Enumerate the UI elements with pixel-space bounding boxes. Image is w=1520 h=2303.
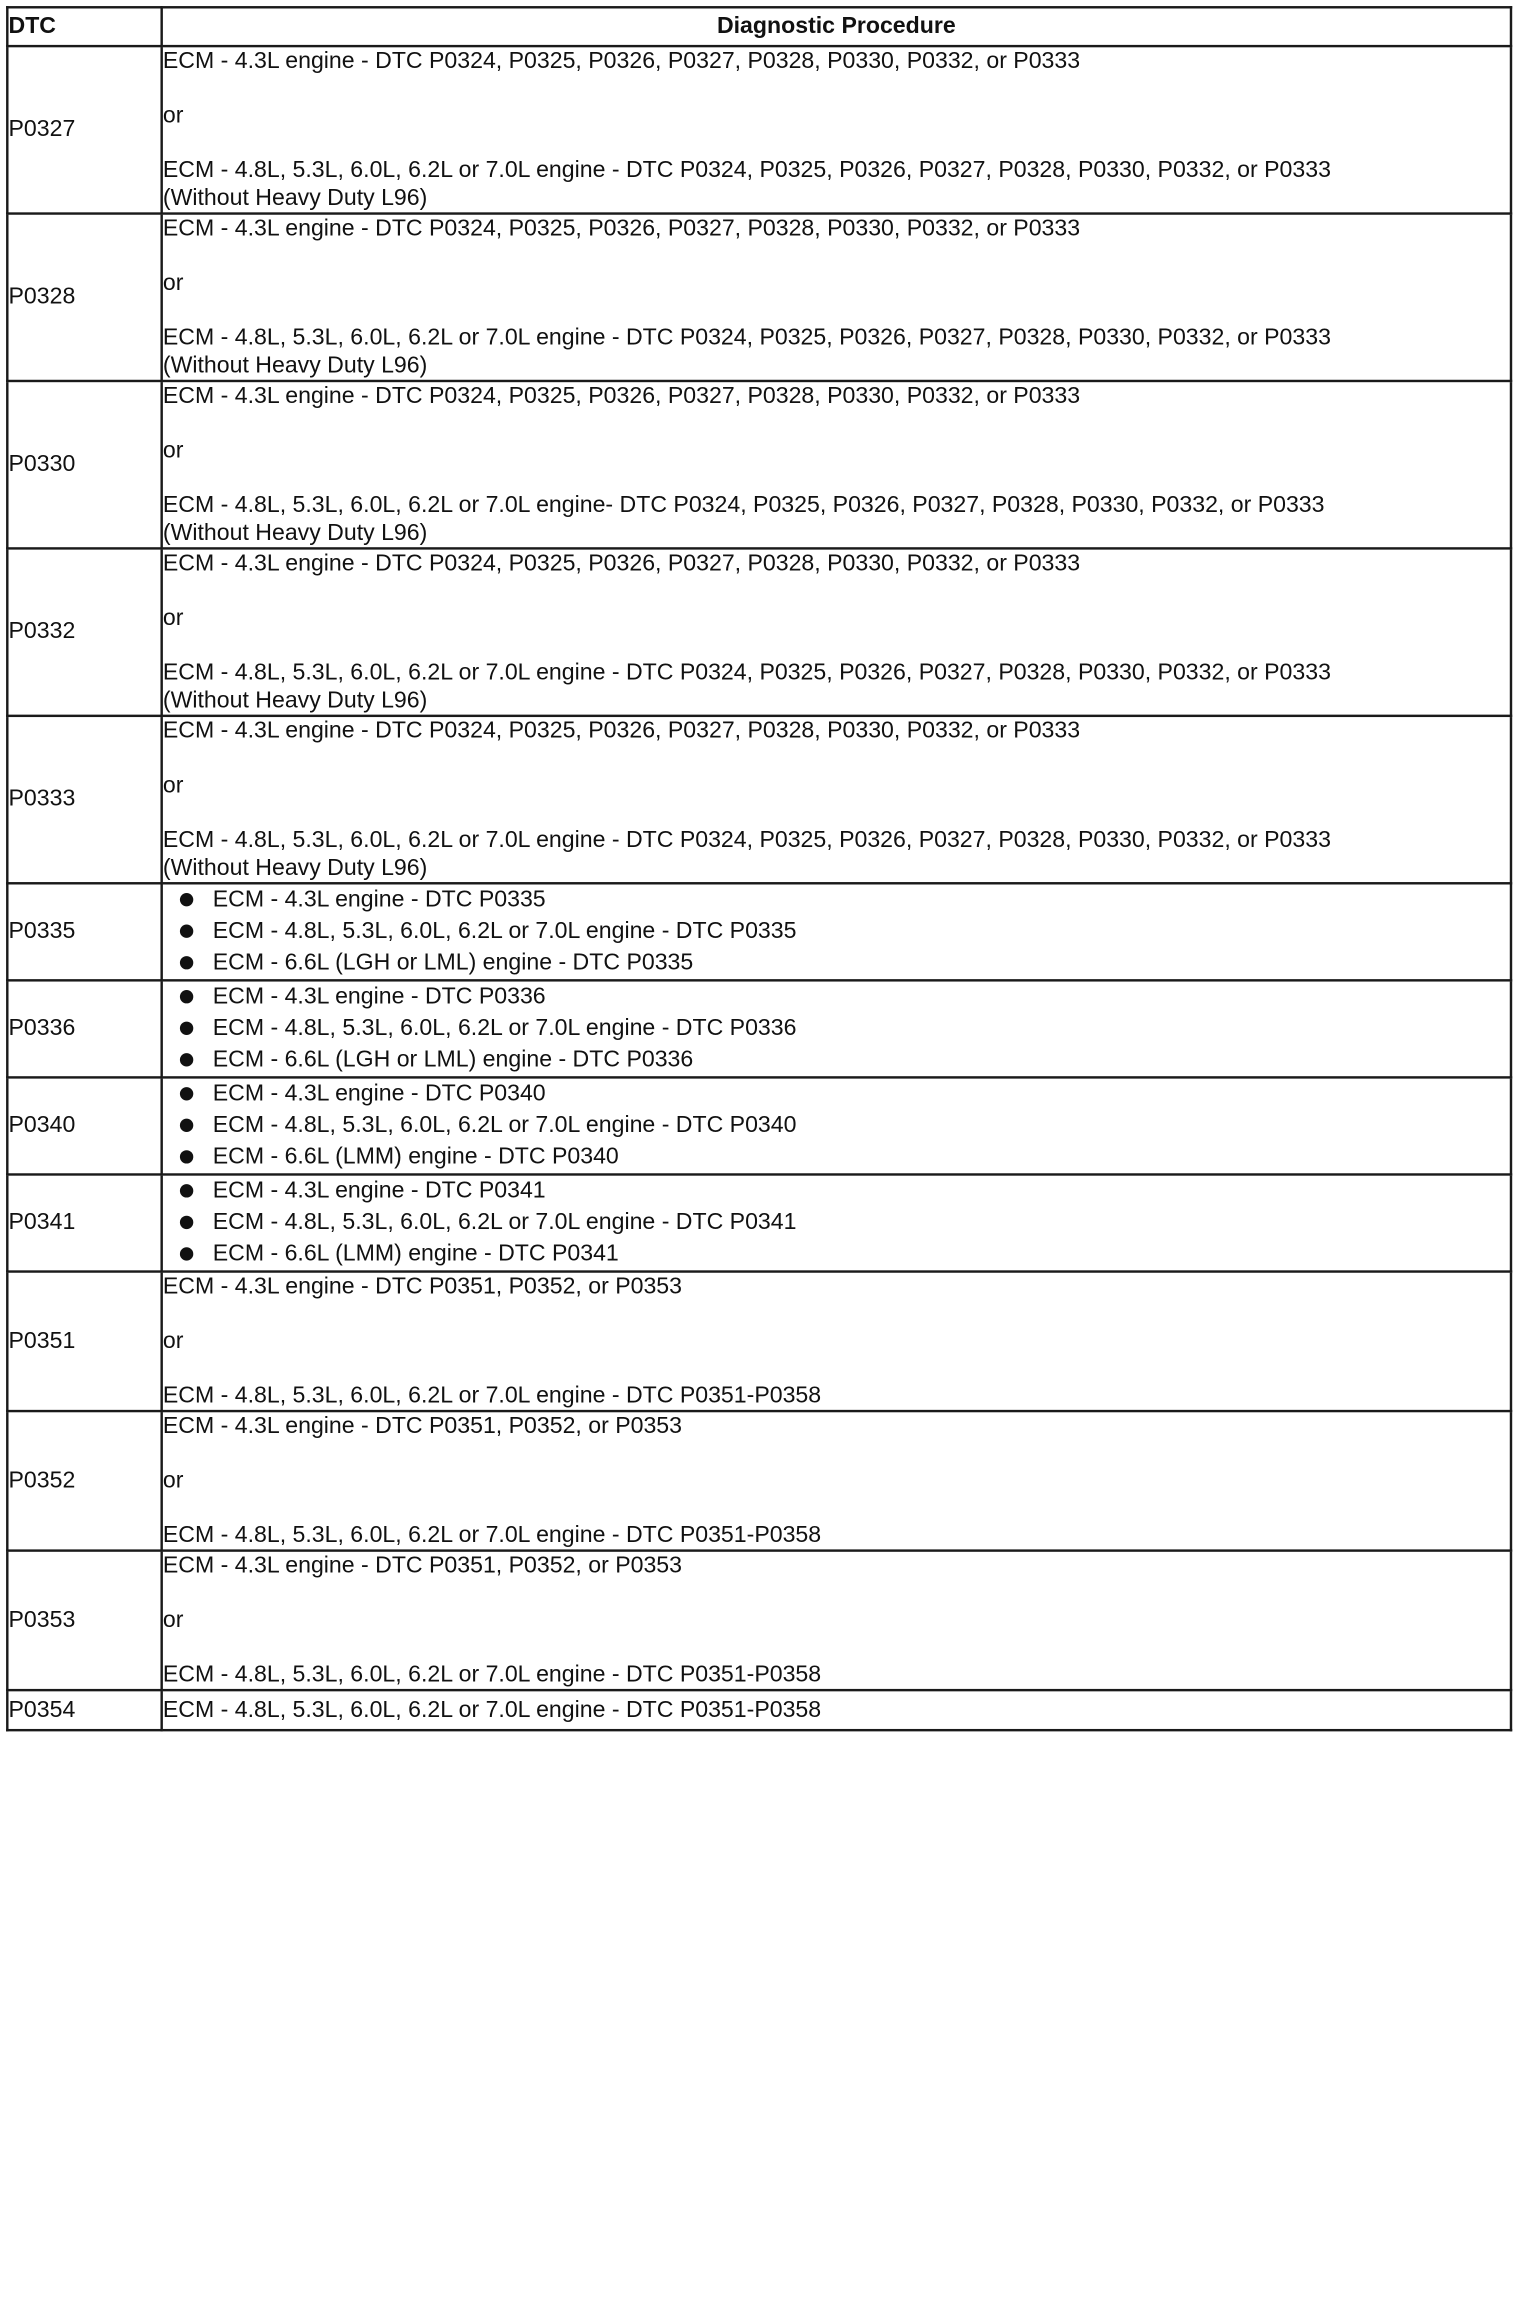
procedure-list xyxy=(163,884,1510,979)
dtc-code: P0335 xyxy=(7,883,161,980)
procedure-cell xyxy=(162,1077,1511,1174)
procedure-cell xyxy=(162,1272,1511,1412)
procedure-list-item[interactable] xyxy=(180,1142,1510,1174)
column-header-procedure: Diagnostic Procedure xyxy=(162,7,1511,46)
procedure-list-item[interactable] xyxy=(180,1045,1510,1077)
dtc-code: P0330 xyxy=(7,381,161,548)
dtc-code: P0333 xyxy=(7,716,161,883)
table-row xyxy=(7,980,1511,1077)
procedure-note: (Without Heavy Duty L96) xyxy=(162,353,428,379)
procedure-cell xyxy=(162,46,1511,213)
procedure-link[interactable]: ECM - 4.8L, 5.3L, 6.0L, 6.2L or 7.0L engine - DTC P0351-P0358 xyxy=(162,1697,822,1723)
column-header-dtc: DTC xyxy=(7,7,161,46)
or-separator: or xyxy=(162,1328,184,1355)
procedure-cell xyxy=(162,381,1511,548)
table-row xyxy=(7,381,1511,548)
dtc-code: P0327 xyxy=(7,46,161,213)
procedure-list-item[interactable] xyxy=(180,1110,1510,1142)
bullet-icon xyxy=(180,893,193,906)
procedure-link[interactable]: ECM - 4.8L, 5.3L, 6.0L, 6.2L or 7.0L engine - DTC P0340 xyxy=(212,1112,797,1139)
bullet-icon xyxy=(180,1087,193,1100)
procedure-cell xyxy=(162,1411,1511,1551)
procedure-note: (Without Heavy Duty L96) xyxy=(162,687,428,714)
procedure-link[interactable]: ECM - 4.3L engine - DTC P0324, P0325, P0326, P0327, P0328, P0330, P0332, or P0333 xyxy=(162,383,1081,409)
procedure-link[interactable]: ECM - 4.3L engine - DTC P0324, P0325, P0326, P0327, P0328, P0330, P0332, or P0333 xyxy=(162,718,1081,744)
bullet-icon xyxy=(180,1119,193,1132)
procedure-list xyxy=(163,1176,1510,1271)
procedure-link[interactable]: ECM - 4.8L, 5.3L, 6.0L, 6.2L or 7.0L engine - DTC P0324, P0325, P0326, P0327, P0328, P0330, P0332, or P0333 xyxy=(162,325,1331,351)
procedure-cell xyxy=(162,1174,1511,1271)
table-row xyxy=(7,1411,1511,1551)
procedure-cell xyxy=(162,883,1511,980)
procedure-link[interactable]: ECM - 6.6L (LGH or LML) engine - DTC P0335 xyxy=(212,950,694,976)
procedure-link[interactable]: ECM - 4.3L engine - DTC P0340 xyxy=(212,1081,546,1107)
procedure-list-item[interactable] xyxy=(180,1207,1510,1239)
procedure-link[interactable]: ECM - 4.3L engine - DTC P0336 xyxy=(212,983,546,1010)
dtc-code: P0352 xyxy=(7,1411,161,1551)
procedure-link[interactable]: ECM - 4.3L engine - DTC P0351, P0352, or P0353 xyxy=(162,1413,683,1439)
procedure-link[interactable]: ECM - 4.8L, 5.3L, 6.0L, 6.2L or 7.0L engine - DTC P0324, P0325, P0326, P0327, P0328, P0330, P0332, or P0333 xyxy=(162,660,1331,686)
procedure-cell xyxy=(162,548,1511,715)
or-separator: or xyxy=(162,605,184,631)
procedure-link[interactable]: ECM - 6.6L (LGH or LML) engine - DTC P0336 xyxy=(212,1047,694,1073)
procedure-link[interactable]: ECM - 4.3L engine - DTC P0324, P0325, P0326, P0327, P0328, P0330, P0332, or P0333 xyxy=(162,550,1081,577)
procedure-link[interactable]: ECM - 4.3L engine - DTC P0341 xyxy=(212,1178,546,1204)
procedure-link[interactable]: ECM - 4.8L, 5.3L, 6.0L, 6.2L or 7.0L engine - DTC P0341 xyxy=(212,1209,797,1236)
procedure-list-item[interactable] xyxy=(180,1239,1510,1271)
bullet-icon xyxy=(180,925,193,938)
bullet-icon xyxy=(180,990,193,1003)
bullet-icon xyxy=(180,1053,193,1066)
procedure-cell xyxy=(162,980,1511,1077)
procedure-link[interactable]: ECM - 4.8L, 5.3L, 6.0L, 6.2L or 7.0L engine - DTC P0351-P0358 xyxy=(162,1383,822,1409)
procedure-list-item[interactable] xyxy=(180,1013,1510,1045)
procedure-list-item[interactable] xyxy=(180,916,1510,948)
table-row xyxy=(7,716,1511,883)
procedure-list-item[interactable] xyxy=(180,1079,1510,1111)
bullet-icon xyxy=(180,1184,193,1197)
bullet-icon xyxy=(180,1247,193,1260)
dtc-code: P0340 xyxy=(7,1077,161,1174)
bullet-icon xyxy=(180,956,193,969)
table-row xyxy=(7,46,1511,213)
procedure-link[interactable]: ECM - 4.3L engine - DTC P0324, P0325, P0326, P0327, P0328, P0330, P0332, or P0333 xyxy=(162,215,1081,242)
or-separator: or xyxy=(162,103,184,129)
or-separator: or xyxy=(162,438,184,464)
procedure-note: (Without Heavy Duty L96) xyxy=(162,520,428,546)
dtc-code: P0341 xyxy=(7,1174,161,1271)
procedure-note: (Without Heavy Duty L96) xyxy=(162,855,428,881)
or-separator: or xyxy=(162,270,184,297)
bullet-icon xyxy=(180,1150,193,1163)
table-row xyxy=(7,1551,1511,1691)
procedure-list-item[interactable] xyxy=(180,884,1510,916)
dtc-code: P0354 xyxy=(7,1690,161,1730)
procedure-link[interactable]: ECM - 4.3L engine - DTC P0351, P0352, or P0353 xyxy=(162,1553,683,1579)
procedure-link[interactable]: ECM - 4.8L, 5.3L, 6.0L, 6.2L or 7.0L engine - DTC P0335 xyxy=(212,918,797,944)
or-separator: or xyxy=(162,1607,184,1634)
table-row xyxy=(7,1272,1511,1412)
procedure-list-item[interactable] xyxy=(180,948,1510,980)
procedure-link[interactable]: ECM - 4.8L, 5.3L, 6.0L, 6.2L or 7.0L engine - DTC P0336 xyxy=(212,1015,797,1042)
table-row xyxy=(7,548,1511,715)
bullet-icon xyxy=(180,1022,193,1035)
procedure-cell xyxy=(162,716,1511,883)
procedure-cell xyxy=(162,1551,1511,1691)
dtc-code: P0336 xyxy=(7,980,161,1077)
dtc-code: P0332 xyxy=(7,548,161,715)
dtc-code: P0351 xyxy=(7,1272,161,1412)
procedure-link[interactable]: ECM - 4.8L, 5.3L, 6.0L, 6.2L or 7.0L engine- DTC P0324, P0325, P0326, P0327, P0328, P0330, P0332, or P0333 xyxy=(162,492,1325,519)
procedure-link[interactable]: ECM - 4.8L, 5.3L, 6.0L, 6.2L or 7.0L engine - DTC P0324, P0325, P0326, P0327, P0328, P0330, P0332, or P0333 xyxy=(162,827,1331,853)
table-row xyxy=(7,214,1511,381)
bullet-icon xyxy=(180,1216,193,1229)
procedure-list-item[interactable] xyxy=(180,1176,1510,1208)
table-row xyxy=(7,883,1511,980)
procedure-list xyxy=(163,1079,1510,1174)
procedure-cell xyxy=(162,214,1511,381)
procedure-link[interactable]: ECM - 4.8L, 5.3L, 6.0L, 6.2L or 7.0L engine - DTC P0351-P0358 xyxy=(162,1522,822,1549)
procedure-link[interactable]: ECM - 4.3L engine - DTC P0351, P0352, or P0353 xyxy=(162,1273,683,1300)
table-row xyxy=(7,1174,1511,1271)
procedure-link[interactable]: ECM - 6.6L (LMM) engine - DTC P0341 xyxy=(212,1241,619,1267)
or-separator: or xyxy=(162,1468,184,1494)
table-row xyxy=(7,1077,1511,1174)
dtc-code: P0328 xyxy=(7,214,161,381)
procedure-list xyxy=(163,982,1510,1077)
or-separator: or xyxy=(162,772,184,799)
procedure-link[interactable]: ECM - 4.3L engine - DTC P0324, P0325, P0326, P0327, P0328, P0330, P0332, or P0333 xyxy=(162,48,1081,75)
procedure-list-item[interactable] xyxy=(180,982,1510,1014)
table-header-row xyxy=(7,7,1511,46)
procedure-link[interactable]: ECM - 4.8L, 5.3L, 6.0L, 6.2L or 7.0L engine - DTC P0351-P0358 xyxy=(162,1662,822,1688)
dtc-table xyxy=(6,6,1512,1731)
procedure-link[interactable]: ECM - 6.6L (LMM) engine - DTC P0340 xyxy=(212,1144,619,1170)
procedure-link[interactable]: ECM - 4.8L, 5.3L, 6.0L, 6.2L or 7.0L engine - DTC P0324, P0325, P0326, P0327, P0328, P0330, P0332, or P0333 xyxy=(162,157,1331,184)
procedure-cell xyxy=(162,1690,1511,1730)
table-row xyxy=(7,1690,1511,1730)
dtc-code: P0353 xyxy=(7,1551,161,1691)
procedure-link[interactable]: ECM - 4.3L engine - DTC P0335 xyxy=(212,886,546,913)
procedure-note: (Without Heavy Duty L96) xyxy=(162,185,428,212)
